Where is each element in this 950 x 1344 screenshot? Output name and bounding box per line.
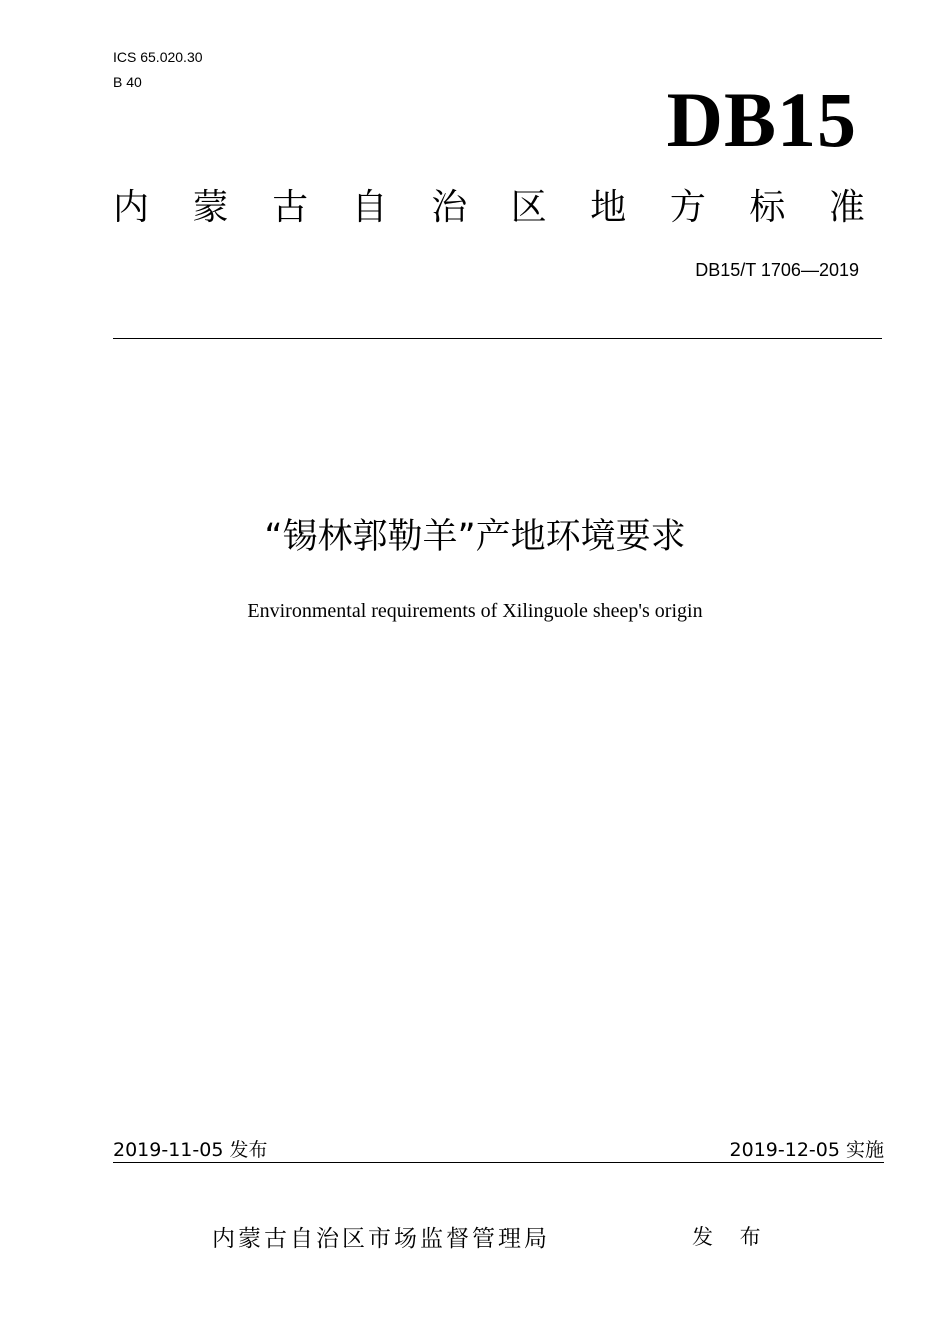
standard-type-char: 自 (351, 187, 388, 228)
standard-type-char: 标 (749, 187, 786, 228)
standard-type-char: 内 (113, 187, 150, 228)
header-divider (113, 338, 882, 339)
footer-divider (113, 1162, 884, 1163)
standard-type-char: 区 (510, 187, 547, 228)
standard-type-char: 蒙 (192, 187, 229, 228)
implementation-date: 2019-12-05 实施 (729, 1139, 884, 1161)
standard-type-char: 古 (272, 187, 309, 228)
issued-label: 发 布 (692, 1225, 771, 1249)
ccs-code: B 40 (113, 74, 142, 90)
issuing-authority: 内蒙古自治区市场监督管理局 (212, 1226, 550, 1252)
standard-number: DB15/T 1706—2019 (695, 260, 859, 280)
issue-date: 2019-11-05 发布 (113, 1139, 268, 1161)
standard-type-char: 准 (828, 187, 865, 228)
standard-type-char: 地 (590, 187, 627, 228)
document-title-chinese: “锡林郭勒羊”产地环境要求 (264, 517, 686, 557)
ics-code: ICS 65.020.30 (113, 49, 203, 65)
standard-logo: DB15 (666, 76, 857, 163)
standard-type-title (113, 183, 865, 233)
standard-type-char: 治 (431, 187, 468, 228)
document-title-english: Environmental requirements of Xilinguole sheep's origin (247, 600, 703, 622)
standard-type-char: 方 (669, 187, 706, 228)
